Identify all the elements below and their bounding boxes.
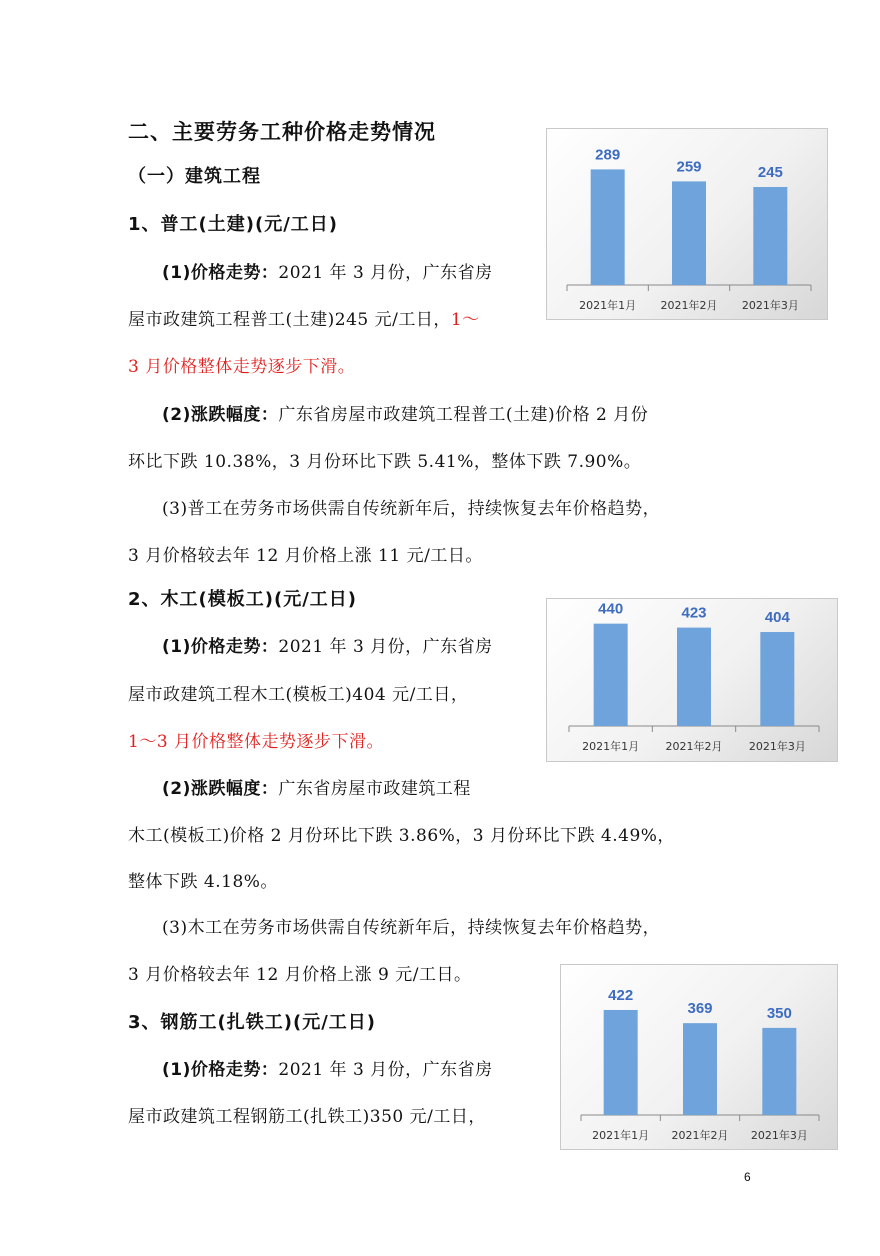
chart-rebar-worker bbox=[560, 964, 838, 1150]
item2-p2-line1-rest: 广东省房屋市政建筑工程 bbox=[278, 779, 471, 799]
data-label: 369 bbox=[687, 1000, 713, 1018]
item1-p1-line2-text: 屋市政建筑工程普工(土建)245 元/工日， bbox=[128, 310, 451, 330]
data-label: 404 bbox=[764, 609, 790, 627]
chart-svg bbox=[561, 965, 839, 1151]
item1-p1-line2-red: 1～ bbox=[450, 310, 480, 330]
data-label: 245 bbox=[757, 164, 783, 181]
item2-p2-label: (2)涨跌幅度： bbox=[162, 779, 279, 799]
data-label: 289 bbox=[595, 146, 621, 164]
category-label: 2021年1月 bbox=[582, 740, 640, 753]
item1-p1-line1 bbox=[162, 258, 493, 283]
bar-2021年2月 bbox=[683, 1023, 717, 1115]
data-label: 259 bbox=[676, 158, 702, 176]
item2-p1-label: (1)价格走势： bbox=[162, 637, 279, 657]
item2-p2-line2: 木工(模板工)价格 2 月份环比下跌 3.86%，3 月份环比下跌 4.49%， bbox=[128, 826, 675, 846]
item1-p3-line2: 3 月价格较去年 12 月价格上涨 11 元/工日。 bbox=[128, 546, 483, 566]
bar-2021年3月 bbox=[762, 1028, 796, 1115]
item1-p2-label: (2)涨跌幅度： bbox=[162, 405, 279, 425]
item3-p1-line1 bbox=[162, 1055, 493, 1080]
item2-p2-line1 bbox=[162, 774, 471, 799]
category-label: 2021年3月 bbox=[748, 740, 806, 753]
item1-p1-line2 bbox=[128, 305, 480, 330]
chart-carpenter bbox=[546, 598, 838, 762]
bar-2021年1月 bbox=[594, 624, 628, 726]
item2-p1-line2: 屋市政建筑工程木工(模板工)404 元/工日， bbox=[128, 685, 469, 705]
data-label: 440 bbox=[598, 600, 624, 618]
item2-p1-line3: 1～3 月价格整体走势逐步下滑。 bbox=[128, 732, 385, 752]
item1-title: 1、普工(土建)(元/工日) bbox=[128, 214, 339, 235]
chart-svg bbox=[547, 129, 829, 321]
page-number: 6 bbox=[744, 1170, 751, 1184]
data-label: 350 bbox=[766, 1004, 792, 1022]
item2-p1-line1 bbox=[162, 632, 493, 657]
item1-p2-line1-rest: 广东省房屋市政建筑工程普工(土建)价格 2 月份 bbox=[278, 405, 649, 425]
bar-2021年3月 bbox=[760, 632, 794, 726]
item1-p3-line1: (3)普工在劳务市场供需自传统新年后，持续恢复去年价格趋势， bbox=[162, 499, 661, 519]
item1-p1-label: (1)价格走势： bbox=[162, 263, 279, 283]
category-label: 2021年2月 bbox=[665, 740, 723, 753]
chart-svg bbox=[547, 599, 839, 763]
data-label: 422 bbox=[608, 986, 634, 1004]
section-title: 二、主要劳务工种价格走势情况 bbox=[128, 120, 436, 144]
item3-p1-line1-rest: 2021 年 3 月份，广东省房 bbox=[278, 1060, 493, 1080]
category-label: 2021年1月 bbox=[579, 299, 637, 312]
category-label: 2021年2月 bbox=[660, 299, 718, 312]
item2-p2-line3: 整体下跌 4.18%。 bbox=[128, 872, 278, 892]
item3-p1-line2: 屋市政建筑工程钢筋工(扎铁工)350 元/工日， bbox=[128, 1107, 486, 1127]
item3-title: 3、钢筋工(扎铁工)(元/工日) bbox=[128, 1012, 377, 1033]
subsection-title: （一）建筑工程 bbox=[128, 166, 261, 187]
category-label: 2021年2月 bbox=[671, 1129, 729, 1142]
bar-2021年2月 bbox=[677, 628, 711, 726]
item1-p2-line1 bbox=[162, 400, 648, 425]
bar-2021年1月 bbox=[604, 1010, 638, 1115]
item2-p3-line1: (3)木工在劳务市场供需自传统新年后，持续恢复去年价格趋势， bbox=[162, 918, 661, 938]
category-label: 2021年1月 bbox=[592, 1129, 650, 1142]
bar-2021年2月 bbox=[672, 181, 706, 285]
item1-p1-line1-rest: 2021 年 3 月份，广东省房 bbox=[278, 263, 493, 283]
item2-title: 2、木工(模板工)(元/工日) bbox=[128, 589, 358, 610]
category-label: 2021年3月 bbox=[750, 1129, 808, 1142]
item2-p3-line2: 3 月价格较去年 12 月价格上涨 9 元/工日。 bbox=[128, 965, 472, 985]
bar-2021年3月 bbox=[753, 187, 787, 285]
category-label: 2021年3月 bbox=[741, 299, 799, 312]
bar-2021年1月 bbox=[591, 169, 625, 285]
item3-p1-label: (1)价格走势： bbox=[162, 1060, 279, 1080]
item1-p1-line3: 3 月价格整体走势逐步下滑。 bbox=[128, 357, 356, 377]
item1-p2-line2: 环比下跌 10.38%，3 月份环比下跌 5.41%，整体下跌 7.90%。 bbox=[128, 452, 642, 472]
item2-p1-line1-rest: 2021 年 3 月份，广东省房 bbox=[278, 637, 493, 657]
chart-common-labor bbox=[546, 128, 828, 320]
data-label: 423 bbox=[681, 604, 707, 622]
